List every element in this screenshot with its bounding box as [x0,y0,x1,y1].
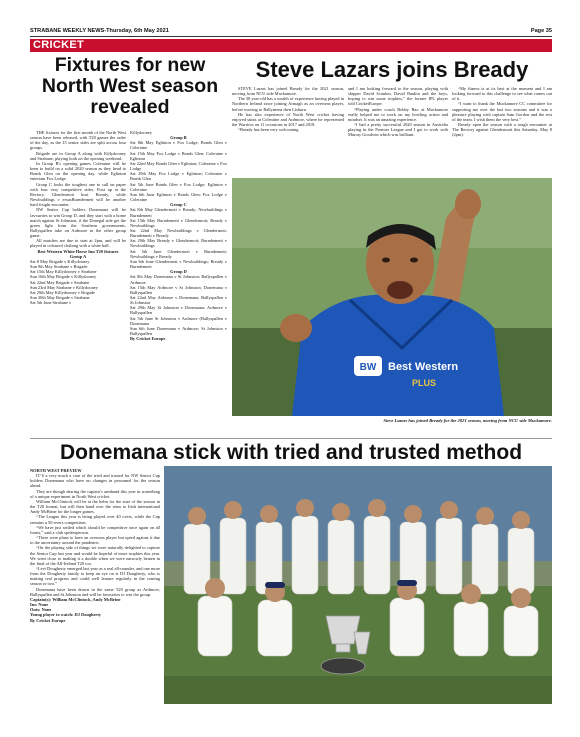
sponsor-text: Best Western [388,361,459,373]
fixtures-column-2 [130,130,227,438]
fixture-line: Killydooney [130,130,152,135]
team-photo-illustration [164,466,552,704]
byline: By Cricket Europe [130,336,166,342]
group-heading: Group D [170,269,187,275]
section-label: CRICKET [33,39,84,51]
fixture-line: Sat 29th May Killydooney v Brigade [30,289,95,295]
article-paragraph: Bready open the season with a tough encounter at The Rectory against Glendermott this Saturday, May 8 (2pm). [452,122,552,138]
fixture-line: Sat 8th May Glendermott v Bready; Newbuildings v Burndennett [130,207,227,218]
lazars-column-2 [348,86,448,176]
fixture-line: Sat 5th June Strabane v [30,300,72,306]
fixture-line: Sat 5th June St Johnston v Ardmore (Ballyspallen v Donemana [130,315,227,326]
fixtures-subheading: Best Western White Horse Inn T20 fixtures [37,248,119,254]
lazars-photo [232,178,552,416]
fixture-line: Sat 15th May Fox Lodge v Bonds Glen; Coleraine v Eglinton [130,150,227,161]
article-paragraph: Donemana have been drawn in the same T20 group as Ardmore, Ballyspallen and St Johnston and will be favourites to win the group. [30,586,160,597]
article-paragraph: “Playing under coach Bobby Rao at Muckamore really helped me to work on my bowling action and mindset. It was an amazing experience. [348,106,448,122]
fixture-line: Sun 6th June Eglinton v Bonds Glen; Fox Lodge v Coleraine [130,191,227,203]
young-player-line: Young player to watch: DJ Dougherty [30,612,102,618]
fixtures-column-1 [30,130,126,438]
lazars-photo-caption: Steve Lazars has joined Bready for the 2021 season, moving from NCU side Muckamore. [383,418,552,423]
article-paragraph: “There were plans to have an overseas player but opted against it due to the uncertainty around the pandemic. [30,535,160,546]
lazars-photo-illustration [232,178,552,416]
fixture-line: Sat 8th May Donemana v St Johnston; Ballyspallen v Ardmore [130,274,227,285]
fixtures-headline: Fixtures for new North West season revealed [41,54,219,118]
fixture-line: Sat 8 May Brigade v Killydooney [30,258,90,264]
fixture-line: Sat 5th June Bonds Glen v Fox Lodge; Eglinton v Coleraine [130,181,227,192]
article-paragraph: STEVE Lazars has joined Bready for the 2021 season, moving from NCU side Muckamore. [232,86,344,97]
fixture-line: Sat 22nd May Brigade v Strabane [30,279,90,285]
preview-kicker: NORTH WEST PREVIEW [30,468,82,473]
article-paragraph: “I want to thank the Muckamore CC committee for supporting me over the last two seasons and it was a pleasure playing with captain Sam Gordon and the rest of the team. I wish them the very best.” [452,101,552,122]
lazars-column-3 [452,86,552,176]
article-paragraph: The 38 year-old has a wealth of experience having played in Northern Ireland since joining Armagh as an overseas player, before moving to Ballymena then Lisburn. [232,96,344,112]
fixture-line: Sat 22nd May Newbuildings v Glendermott; Burndennett v Bready [130,227,227,239]
svg-text:PLUS: PLUS [412,378,437,388]
donemana-team-photo [164,466,552,704]
article-paragraph: THE fixtures for the first month of the North West season have been released, with T20 games the order of the day, as the 15 senior sides are split across four groups. [30,130,126,151]
article-paragraph: “I had a pretty successful 2020 season in Australia playing in the Premier League and I got to work with Murray Goodwin which was brilliant. [348,122,448,138]
article-paragraph: “Bready has been very welcoming [238,127,299,133]
fixture-line: Sun 16th May Brigade v Killydooney [30,274,97,280]
group-heading: Group C [170,202,187,208]
donemana-headline: Donemana stick with tried and trusted method [59,441,523,464]
fixture-line: Sat 22nd May Ardmore v Donemana; Ballyspallen v St Johnston [130,295,227,306]
fixture-line: Sun 6th June Glendermott v Newbuildings; Bready v Burndennett [130,258,227,270]
svg-text:BW: BW [359,362,377,373]
donemana-column [30,468,160,704]
article-paragraph: He has also experience of North West cricket having enjoyed stints at Coleraine and Ardmore, where he represented the Warriors on 11 occasions in 2017 and 2018. [232,111,344,128]
article-paragraph: NW Senior Cup holders Donemana will be favourites to win Group D, and they start with a home match against St Johnston, if the Donegal side get the green light from the Southern governments. Ballyspallen take on Ardmore in the other group game. [30,207,126,239]
captain-line: Captain(s): William McClintock, Andy McBrine [30,596,121,602]
article-paragraph: Group C looks the toughest one to call on paper with four very competitive sides. First up at the Rectory, Glendermott host Bready, while Newbuildings v ersusBurndennett will be another hard fought encounter. [30,181,126,208]
article-paragraph: and I am looking forward to the season, playing with skipper David Scanlon, David Rankin and the boys, hoping to win some trophies,” the former IPL player told CricketEurope. [348,86,448,107]
article-paragraph: “My fitness is at its best at the moment and I am looking forward to this challenge to see what comes out of it. [452,86,552,102]
article-paragraph: IT’S a very much a case of the tried and trusted for NW Senior Cup holders Donemana who have no changes in personnel for the season ahead. [30,473,160,489]
fixture-line: Sun 9th May Strabane v Brigade [30,264,88,270]
fixture-line: Sat 15th May Ardmore v St Johnston; Donemana v Ballyspallen [130,284,227,295]
article-paragraph: “The League this year is being played over 40 overs, while the Cup remains a 50-overs competition. [30,514,160,525]
fixture-line: Sat 29th May Fox Lodge v Eglinton; Coleraine v Bonds Glen [130,171,227,182]
outs-line: Outs: None [30,607,52,613]
group-heading: Group A [69,253,87,259]
group-heading: Group B [170,135,187,141]
section-divider [30,438,552,439]
article-paragraph: In Group B's opening games Coleraine will be keen to build on a solid 2020 season as they head to Bonds Glen on the opening day, while Eglinton entertain Fox Lodge. [30,160,126,182]
fixture-line: Sat 15th May Killydooney v Strabane [30,269,97,275]
lazars-column-1 [232,86,344,176]
article-paragraph: “We have just settled which should be competitive once again on all fronts,” said a club spokesperson. [30,524,160,535]
fixture-line: Sun 23rd May Strabane v Killydooney [30,284,98,290]
fixture-line: Sat 22nd May Bonds Glen v Eglinton; Coleraine v Fox Lodge [130,160,227,172]
lazars-headline: Steve Lazars joins Bready [255,57,529,82]
masthead-rule [30,36,552,37]
article-paragraph: All matches are due to start at 2pm, and will be played in coloured clothing with a white ball. [30,238,126,249]
byline: By Cricket Europe [30,617,66,623]
fixture-line: Sat 5th June Glendermott v Burndennett; Newbuildings v Bready [130,248,227,259]
ins-line: Ins: None [30,602,49,608]
page-number: Page 35 [530,28,552,34]
article-paragraph: “On the playing side of things we were naturally delighted to capture the Senior Cup last year and would be hopeful of more trophies this year. We went close to making it a double when we were narrowly beaten in the final of the All-Ireland T20 too. [30,545,160,566]
article-paragraph: Brigade are in Group A along with Killydooney and Strabane, playing both on the opening weekend. [30,150,126,161]
fixture-line: Sat 29th May Bready v Glendermott; Burndennett v Newbuildings [130,238,227,249]
fixture-line: Sat 15th May Burndennett v Glendermott; Bready v Newbuildings [130,217,227,228]
fixture-line: Sat 8th May Eglinton v Fox Lodge; Bonds Glen v Coleraine [130,140,227,151]
publication-line: STRABANE WEEKLY NEWS-Thursday, 6th May 2021 [30,28,169,34]
fixture-line: Sun 6th June Donemana v Ardmore; St Johnston v Ballyspallen [130,325,227,337]
fixture-line: Sat 29th May St Johnston v Donemana; Ardmore v Ballyspallen [130,305,227,316]
article-paragraph: “Levi Dougherty emerged last year as a real all-rounder, and one more from the Dougherty family to keep an eye on is DJ Dougherty, who is making real progress and could well feature regularly in the coming season or two.” [30,565,160,587]
masthead [30,26,552,36]
fixture-line: Sun 30th May Brigade v Strabane [30,295,90,300]
article-paragraph: They are though sharing the captain’s armband this year in something of a unique experiment in North West cricket. [30,488,160,499]
article-paragraph: William McClintock will be at the helm for the start of the season in the T20 format, but will then hand over the reins to Irish international Andy McBrine for the longer games. [30,498,160,515]
section-bar [30,39,552,52]
